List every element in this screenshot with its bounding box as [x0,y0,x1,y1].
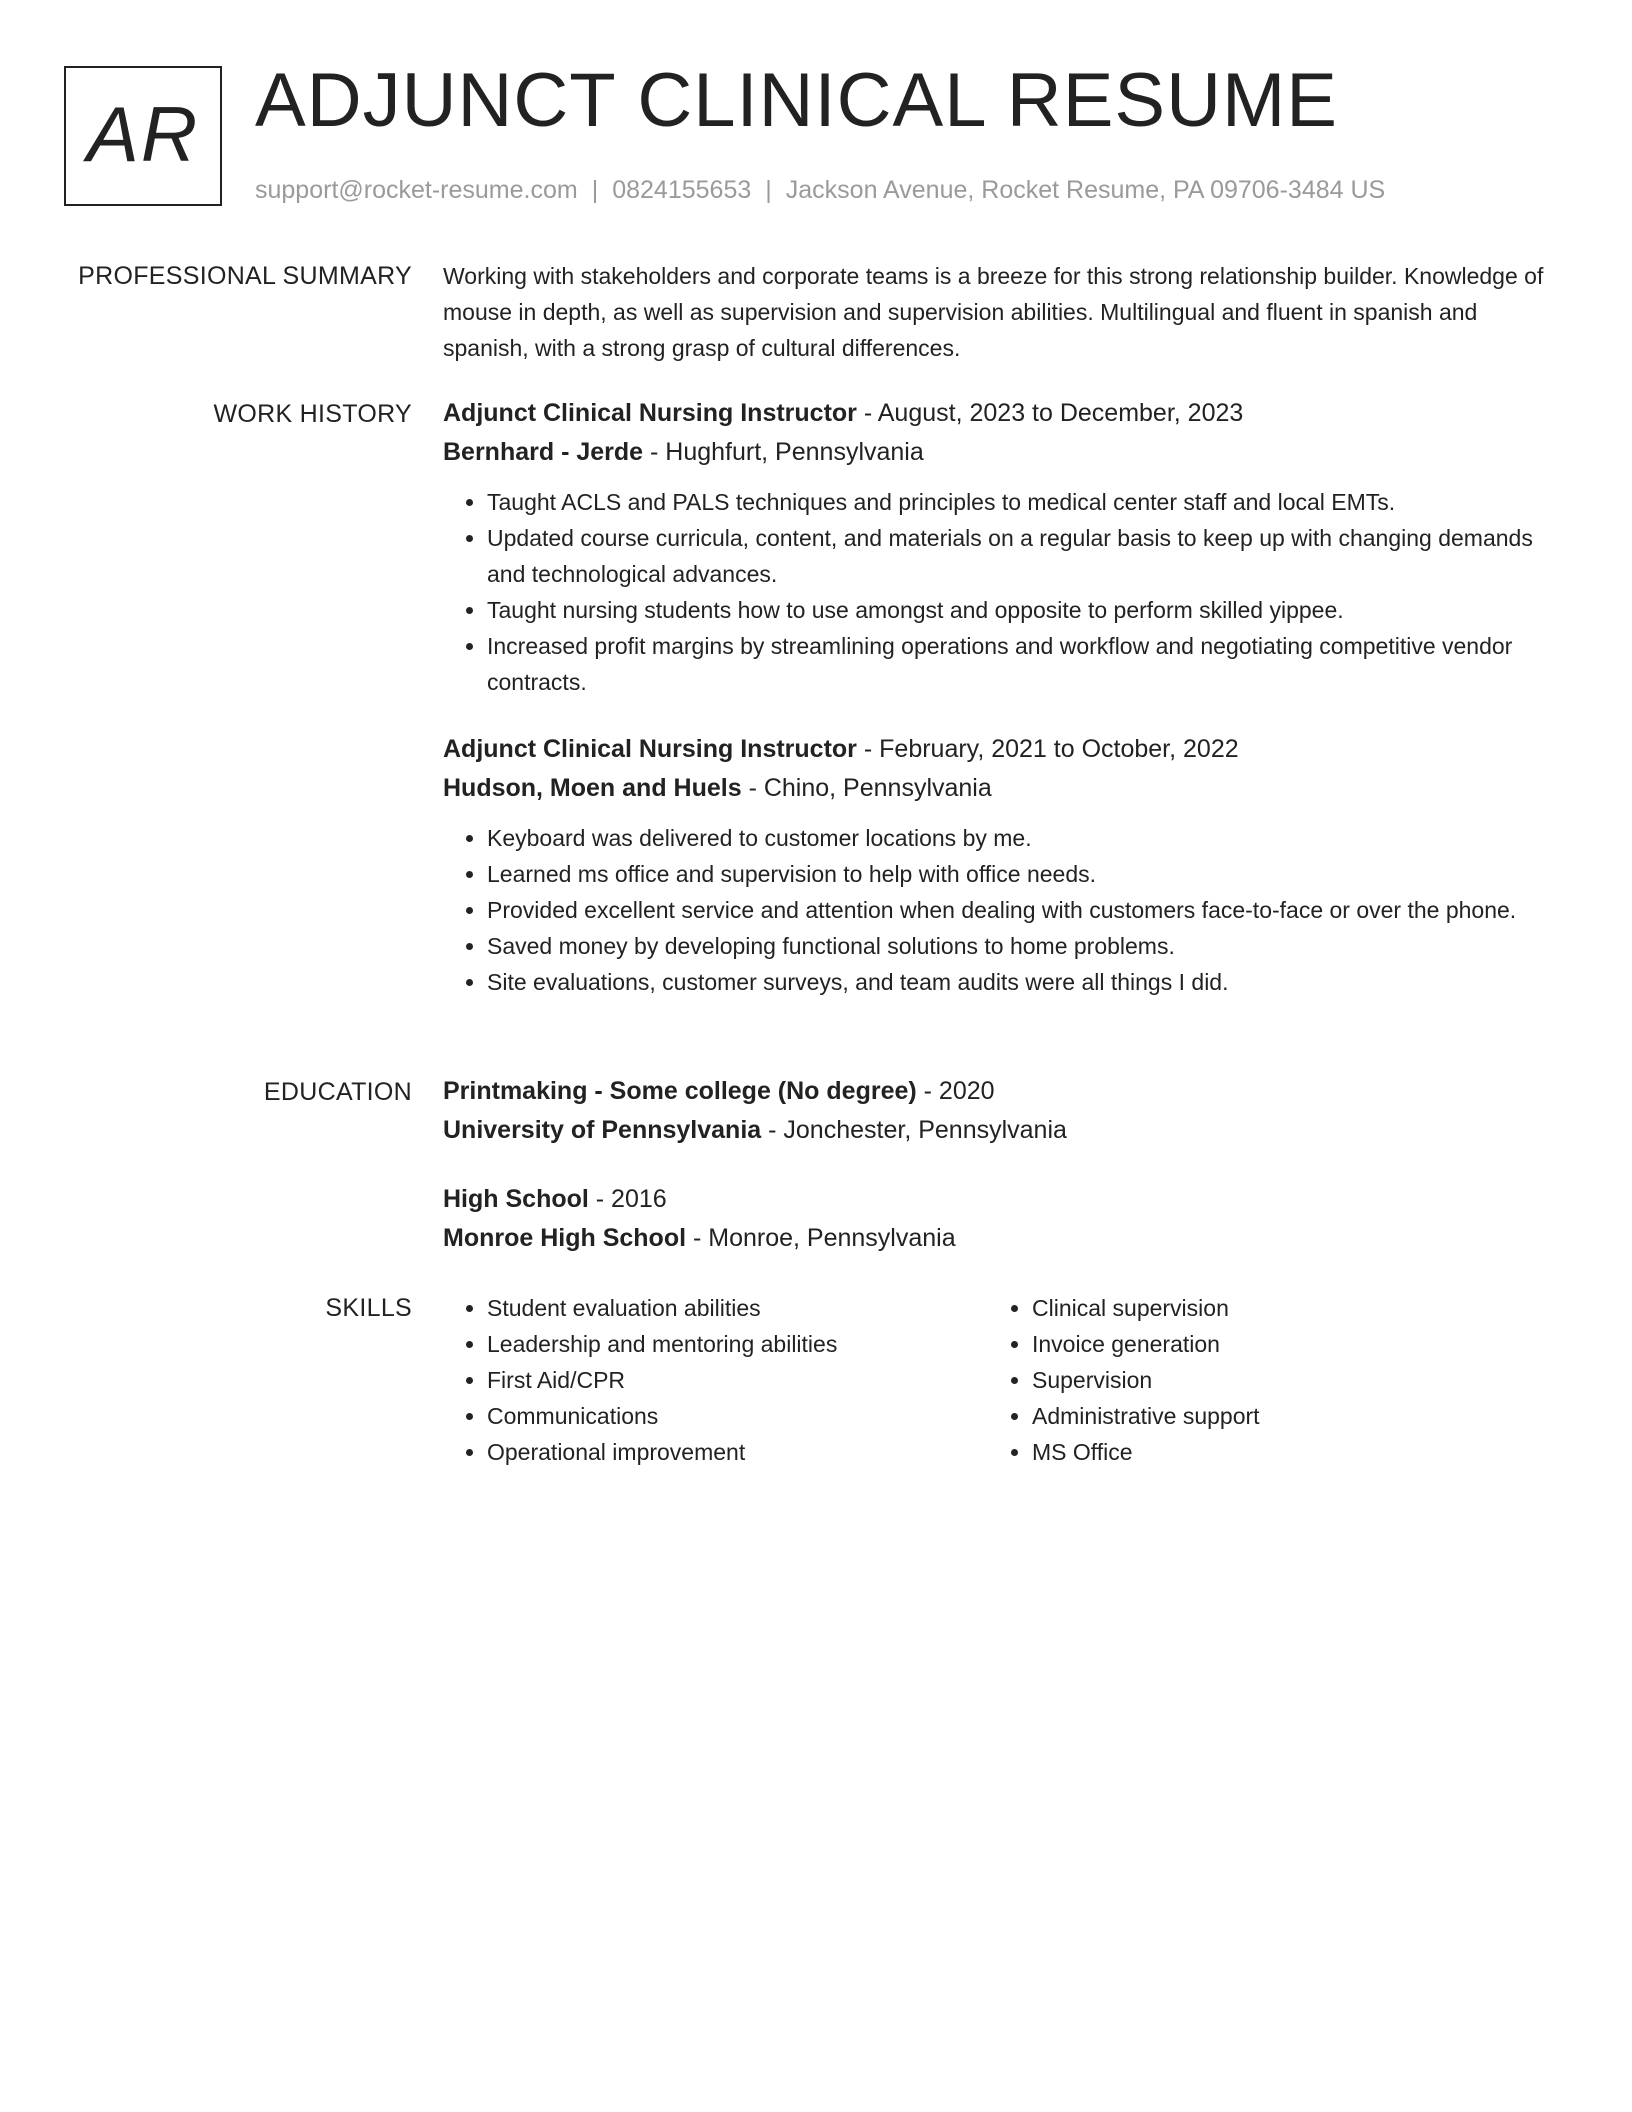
skill-item: • Student evaluation abilities [487,1290,988,1326]
skills-column-right [988,1290,1533,1470]
skill-item: • Invoice generation [1032,1326,1533,1362]
education-degree-line [443,1180,1553,1219]
monogram-initials: AR [86,89,200,178]
education-school-line [443,1219,1553,1258]
education-degree: Printmaking - Some college (No degree) [443,1077,917,1105]
education-heading: EDUCATION [263,1078,412,1106]
job-title: Adjunct Clinical Nursing Instructor [443,399,857,427]
resume-title: ADJUNCT CLINICAL RESUME [255,58,1338,143]
job-employer: Bernhard - Jerde [443,438,644,466]
job-bullet: • Provided excellent service and attention when dealing with customers face-to-face or over the phone. [487,892,1553,928]
education-degree: High School [443,1185,589,1213]
summary-text: Working with stakeholders and corporate teams is a breeze for this strong relationship builder. Knowledge of mouse in depth, as well as supervision and supervision abilities. Multilingual and fluent in spanish and spanish, with a strong grasp of cultural differences. [443,263,1544,361]
skills-body [443,1290,1553,1470]
job-bullet: • Site evaluations, customer surveys, and team audits were all things I did. [487,964,1553,1000]
contact-phone: 0824155653 [612,176,752,204]
skill-item: • Communications [487,1398,988,1434]
skills-column-left [443,1290,988,1470]
skill-item: • Administrative support [1032,1398,1533,1434]
job-bullet: • Increased profit margins by streamlining operations and workflow and negotiating competitive vendor contracts. [487,628,1553,700]
education-year: - 2016 [588,1185,667,1213]
summary-body [443,258,1553,366]
contact-address: Jackson Avenue, Rocket Resume, PA 09706-3484 US [785,176,1386,204]
education-school-line [443,1111,1553,1150]
job-entry [443,394,1553,700]
education-entry [443,1072,1553,1150]
education-year: - 2020 [916,1077,995,1105]
skill-item: • Leadership and mentoring abilities [487,1326,988,1362]
skill-item: • Supervision [1032,1362,1533,1398]
job-dates: - February, 2021 to October, 2022 [856,735,1239,763]
skill-item: • First Aid/CPR [487,1362,988,1398]
job-dates: - August, 2023 to December, 2023 [856,399,1244,427]
job-bullet: • Keyboard was delivered to customer locations by me. [487,820,1553,856]
contact-email: support@rocket-resume.com [255,176,578,204]
contact-separator: | [591,176,599,204]
job-bullet: • Taught nursing students how to use amongst and opposite to perform skilled yippee. [487,592,1553,628]
job-title-line [443,394,1553,433]
education-location: - Monroe, Pennsylvania [686,1224,956,1252]
contact-line [255,172,1385,208]
job-bullets [443,484,1553,700]
education-school: University of Pennsylvania [443,1116,762,1144]
job-bullet: • Taught ACLS and PALS techniques and principles to medical center staff and local EMTs. [487,484,1553,520]
job-employer-line [443,769,1553,808]
skill-item: • MS Office [1032,1434,1533,1470]
job-bullet: • Saved money by developing functional solutions to home problems. [487,928,1553,964]
job-bullet: • Updated course curricula, content, and materials on a regular basis to keep up with changing demands and technological advances. [487,520,1553,592]
job-employer: Hudson, Moen and Huels [443,774,742,802]
monogram-logo [64,66,222,206]
skill-item: • Operational improvement [487,1434,988,1470]
skill-item: • Clinical supervision [1032,1290,1533,1326]
work-history-body [443,394,1553,1020]
contact-separator: | [765,176,772,204]
job-entry [443,730,1553,1000]
education-location: - Jonchester, Pennsylvania [761,1116,1067,1144]
education-entry [443,1180,1553,1258]
job-title-line [443,730,1553,769]
job-location: - Hughfurt, Pennsylvania [643,438,924,466]
education-school: Monroe High School [443,1224,687,1252]
skills-list [443,1290,988,1470]
education-degree-line [443,1072,1553,1111]
skills-grid [443,1290,1553,1470]
job-bullet: • Learned ms office and supervision to help with office needs. [487,856,1553,892]
skills-list [988,1290,1533,1470]
job-location: - Chino, Pennsylvania [741,774,992,802]
work-history-heading: WORK HISTORY [213,400,412,428]
job-title: Adjunct Clinical Nursing Instructor [443,735,857,763]
job-bullets [443,820,1553,1000]
skills-heading: SKILLS [325,1294,412,1322]
job-employer-line [443,433,1553,472]
education-body [443,1072,1553,1278]
summary-heading: PROFESSIONAL SUMMARY [78,262,412,290]
